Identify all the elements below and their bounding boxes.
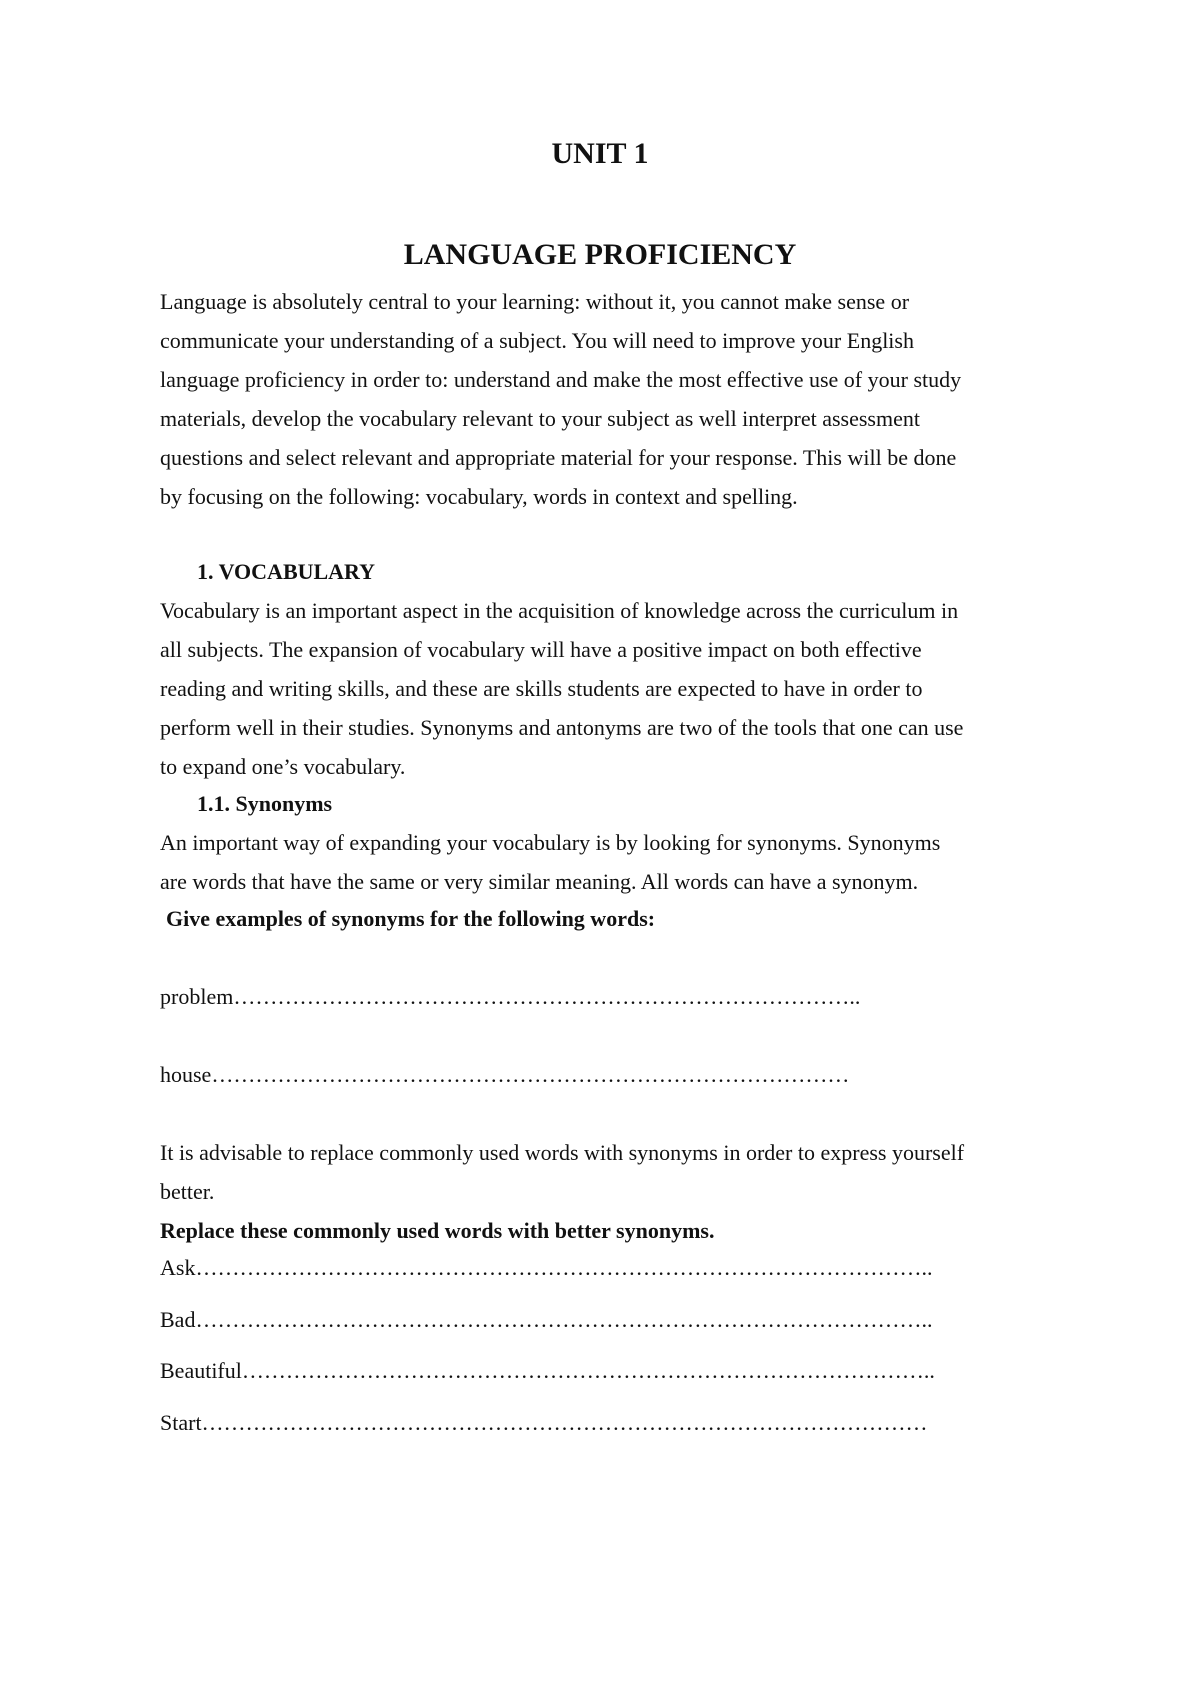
intro-line: language proficiency in order to: understand and make the most effective use of your study [160, 367, 962, 392]
exercise1-prompt: Give examples of synonyms for the following words: [166, 906, 656, 931]
intro-line: Language is absolutely central to your learning: without it, you cannot make sense or [160, 289, 910, 314]
exercise2-item-start: Start……………………………………………………………………………………… [160, 1410, 928, 1435]
chapter-title: LANGUAGE PROFICIENCY [403, 238, 797, 271]
subsection-line: are words that have the same or very similar meaning. All words can have a synonym. [160, 869, 919, 894]
unit-title: UNIT 1 [551, 137, 649, 170]
section-line: perform well in their studies. Synonyms and antonyms are two of the tools that one can use [160, 715, 964, 740]
section-line: to expand one’s vocabulary. [160, 754, 406, 779]
section-line: Vocabulary is an important aspect in the acquisition of knowledge across the curriculum in [160, 598, 959, 623]
exercise2-item-ask: Ask……………………………………………………………………………………….. [160, 1255, 933, 1280]
intro-line: communicate your understanding of a subject. You will need to improve your English [160, 328, 914, 353]
section-heading-vocabulary: 1. VOCABULARY [197, 559, 376, 584]
subsection-heading-synonyms: 1.1. Synonyms [197, 791, 333, 816]
subsection-line: An important way of expanding your vocabulary is by looking for synonyms. Synonyms [160, 830, 941, 855]
exercise2-prompt: Replace these commonly used words with better synonyms. [160, 1218, 715, 1243]
intro-line: questions and select relevant and appropriate material for your response. This will be done [160, 445, 957, 470]
section-line: all subjects. The expansion of vocabulary will have a positive impact on both effective [160, 637, 922, 662]
exercise2-item-beautiful: Beautiful………………………………………………………………………………….. [160, 1358, 935, 1383]
advice-line: It is advisable to replace commonly used words with synonyms in order to express yourself [160, 1140, 965, 1165]
section-line: reading and writing skills, and these are skills students are expected to have in order to [160, 676, 923, 701]
intro-line: materials, develop the vocabulary relevant to your subject as well interpret assessment [160, 406, 920, 431]
exercise1-item-house: house…………………………………………………………………………… [160, 1062, 850, 1087]
exercise1-item-problem: problem………………………………………………………………………….. [160, 984, 861, 1009]
advice-line: better. [160, 1179, 215, 1204]
intro-line: by focusing on the following: vocabulary, words in context and spelling. [160, 484, 798, 509]
exercise2-item-bad: Bad……………………………………………………………………………………….. [160, 1307, 933, 1332]
